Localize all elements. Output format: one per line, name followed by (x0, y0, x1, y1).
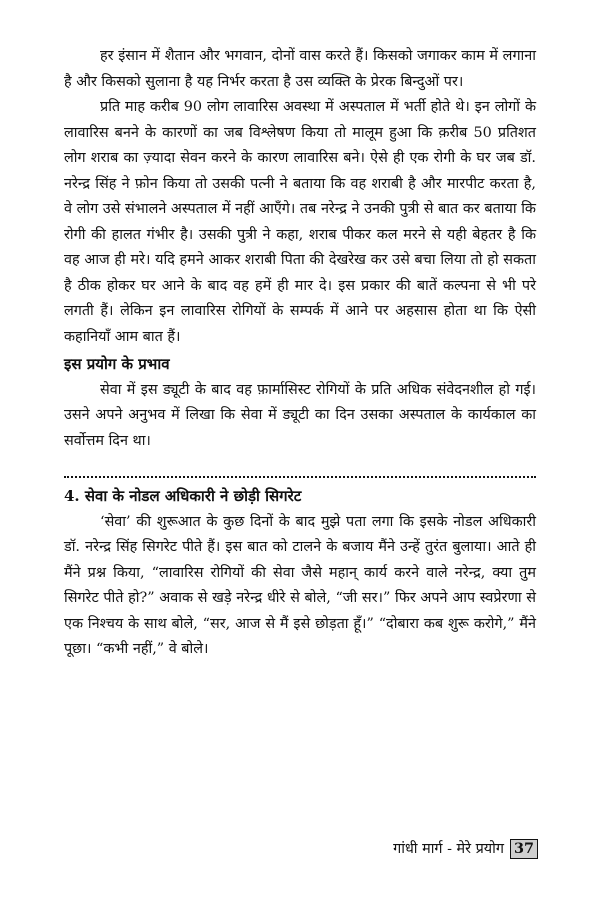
paragraph-3: सेवा में इस ड्यूटी के बाद वह फ़ार्मासिस्ट रोगियों के प्रति अधिक संवेदनशील हो गई। उसने अपने अनुभव में लिखा कि सेवा में ड्यूटी का दिन उसका अस्पताल के कार्यकाल का सर्वोत्तम दिन था। (64, 381, 536, 449)
paragraph-4: ‘सेवा’ की शुरूआत के कुछ दिनों के बाद मुझे पता लगा कि इसके नोडल अधिकारी डॉ. नरेन्द्र सिंह सिगरेट पीते हैं। इस बात को टालने के बजाय मैंने उन्हें तुरंत बुलाया। आते ही मैंने प्रश्न किया, “लावारिस रोगियों की सेवा जैसे महान् कार्य करने वाले नरेन्द्र, क्या तुम सिगरेट पीते हो?” अवाक से खड़े नरेन्द्र धीरे से बोले, “जी सर।” फिर अपने आप स्वप्रेरणा से एक निश्चय के साथ बोले, “सर, आज से मैं इसे छोड़ता हूँ।” “दोबारा कब शुरू करोगे,” मैंने पूछा। “कभी नहीं,” वे बोले। (64, 513, 536, 657)
page-number: 37 (510, 839, 538, 859)
paragraph-2: प्रति माह करीब 90 लोग लावारिस अवस्था में अस्पताल में भर्ती होते थे। इन लोगों के लावारिस बनने के कारणों का जब विश्लेषण किया तो मालूम हुआ कि क़रीब 50 प्रतिशत लोग शराब का ज़्यादा सेवन करने के कारण लावारिस बने। ऐसे ही एक रोगी के घर जब डॉ. नरेन्द्र सिंह ने फ़ोन किया तो उसकी पत्नी ने बताया कि वह शराबी है और मारपीट करता है, वे लोग उसे संभालने अस्पताल में नहीं आएँगे। तब नरेन्द्र ने उनकी पुत्री से बात कर बताया कि रोगी की हालत गंभीर है। उसकी पुत्री ने कहा, शराब पीकर कल मरने से यही बेहतर है कि वह आज ही मरे। यदि हमने आकर शराबी पिता की देखरेख कर उसे बचा लिया तो हो सकता है ठीक होकर घर आने के बाद वह हमें ही मार दे। इस प्रकार की बातें कल्पना से भी परे लगती हैं। लेकिन इन लावारिस रोगियों के सम्पर्क में आने पर अहसास होता था कि ऐसी कहानियाँ आम बात हैं। (64, 99, 536, 345)
page-content (64, 44, 536, 663)
section-heading: 4. सेवा के नोडल अधिकारी ने छोड़ी सिगरेट (64, 487, 302, 505)
page-footer (393, 839, 538, 859)
paragraph-1: हर इंसान में शैतान और भगवान, दोनों वास करते हैं। किसको जगाकर काम में लगाना है और किसको सुलाना है यह निर्भर करता है उस व्यक्ति के प्रेरक बिन्दुओं पर। (64, 48, 536, 90)
dotted-divider (64, 476, 536, 478)
subheading-effects: इस प्रयोग के प्रभाव (64, 355, 170, 373)
book-title: गांधी मार्ग - मेरे प्रयोग (393, 841, 504, 857)
